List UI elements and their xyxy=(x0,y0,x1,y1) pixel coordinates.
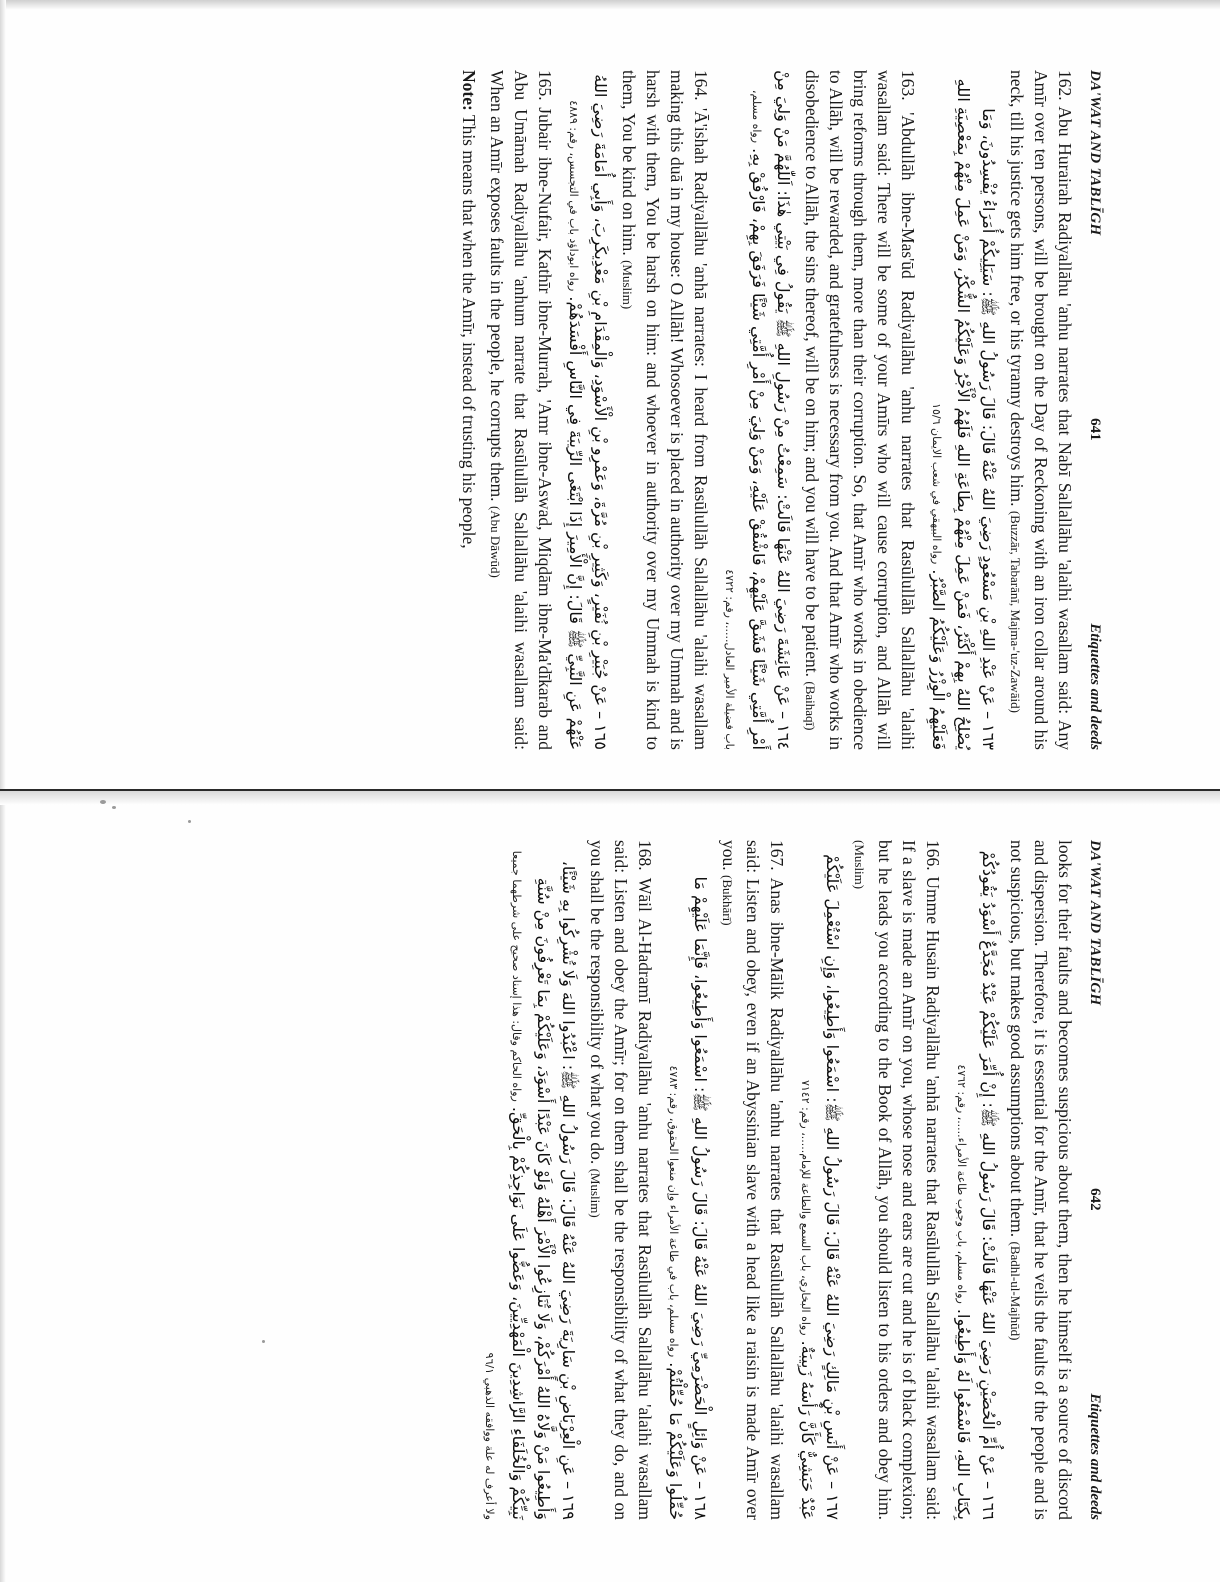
hadith-164-arabic-ref: رواه مسلم، باب فضيلة الأمير العادل.....، رقم: ٤٧٢٢ xyxy=(723,89,763,750)
page-641 xyxy=(55,60,1115,760)
page-642 xyxy=(55,830,1115,1530)
note-continuation-text: looks for their faults and becomes suspicious about them, then he himself is a source of discord and dispersion. Therefore, it is essential for the Amīr, that he veils the faults of the people and is not suspicious, but makes good assumptions about them. xyxy=(1007,840,1075,1520)
hadith-163-arabic-ref: رواه البيهقي في شعب الايمان ١٥/٦ xyxy=(930,403,943,565)
note-label: Note: xyxy=(459,70,479,111)
hadith-169-arabic: ١٦٩ – عَنِ الْعِرْبَاضِ بْنِ سَارِيَةَ رَضِيَ اللهُ عَنْهُ قَالَ: قَالَ رَسُولُ اللهِ ﷺ: اعْبُدُوا اللهَ وَلَا تُشْرِكُوا بِهِ شَيْئًا، وَأَطِيعُوا مَنْ وَلَّاهُ اللهُ أَمْرَكُمْ، وَلَا تُنَازِعُوا الْأَمْرَ أَهْلَهُ وَلَوْ كَانَ عَبْدًا أَسْوَدَ، وَعَلَيْكُمْ بِمَا تَعْرِفُونَ مِنْ سُنَّةِ نَبِيِّكُمْ وَالْخُلَفَاءِ الرَّاشِدِينَ الْمَهْدِيِّينَ، وَعَضُّوا عَلَى نَوَاجِذِكُمْ بِالْحَقِّ. xyxy=(509,860,578,1520)
hadith-168-english: 168. Wāil Al-Hadramī Radiyallāhu 'anhu narrates that Rasūlullāh Sallallāhu 'alaihi wasallam said: Listen and obey the Amīr; for on them shall be the responsibility of what they do, and on you shall be the responsibility of what you do. xyxy=(587,840,655,1520)
hadith-168-arabic: ١٦٨ – عَنْ وَائِلٍ الْحَضْرَمِيِّ رَضِيَ اللهُ عَنْهُ قَالَ: قَالَ رَسُولُ اللهِ ﷺ: اسْمَعُوا وَأَطِيعُوا، فَإِنَّمَا عَلَيْهِمْ مَا حُمِّلُوا وَعَلَيْكُمْ مَا حُمِّلْتُمْ. xyxy=(666,876,710,1520)
hadith-163-english: 163. 'Abdullāh ibne-Mas'ūd Radiyallāhu 'anhu narrates that Rasūlullāh Sallallāhu 'alaihi wasallam said: There will be some of your Amīrs who will cause corruption, and Allāh will bring reforms through them, more than their corruption. So, that Amīr who works in obedience to Allāh, will be rewarded, and gratefulness is necessary from you. And that Amīr who works in disobedience to Allāh, the sins thereof, will be on him; and you will have to be patient. xyxy=(802,70,918,750)
hadith-166 xyxy=(847,840,945,1520)
hadith-162-citation: (Buzzār, Tabarānī, Majma-'uz-Zawāid) xyxy=(1008,510,1023,713)
running-head-section: Etiquettes and deeds xyxy=(1087,1393,1103,1520)
book-gutter-shadow xyxy=(0,791,1220,805)
note-continuation-citation: (Badhl-ul-Majhūd) xyxy=(1008,1241,1023,1341)
hadith-166-arabic: ١٦٦ – عَنْ أُمِّ الْحُصَيْنِ رَضِيَ اللهُ عَنْهَا قَالَتْ: قَالَ رَسُولُ اللهِ ﷺ: إِنْ أُمِّرَ عَلَيْكُمْ عَبْدٌ مُجَدَّعٌ أَسْوَدُ يَقُودُكُمْ بِكِتَابِ اللهِ، فَاسْمَعُوا لَهُ وَأَطِيعُوا. xyxy=(954,850,998,1520)
hadith-165-citation: (Abu Dāwūd) xyxy=(488,505,503,578)
hadith-164 xyxy=(615,70,713,750)
running-head-title: DA'WAT AND TABLĪGH xyxy=(1087,70,1103,236)
hadith-167-arabic: ١٦٧ – عَنْ أَنَسِ بْنِ مَالِكٍ رَضِيَ اللهُ عَنْهُ قَالَ: قَالَ رَسُولُ اللهِ ﷺ: اسْمَعُوا وَأَطِيعُوا، وَإِنِ اسْتُعْمِلَ عَلَيْكُمْ عَبْدٌ حَبَشِيٌّ كَأَنَّ رَأْسَهُ زَبِيبَةٌ. xyxy=(798,854,842,1520)
scan-speck xyxy=(188,820,191,823)
hadith-168 xyxy=(583,840,657,1520)
hadith-168-arabic-ref: رواه مسلم، باب في طاعة الأمراء وإن منعوا الحقوق، رقم: ٤٧٨٣ xyxy=(667,1065,680,1358)
hadith-163-citation: (Baihaqī) xyxy=(803,681,818,731)
hadith-167-arabic-block xyxy=(793,840,845,1520)
hadith-169-arabic-ref: رواه الحاكم وقال: هذا إسناد صحيح على شرطهما جميعا ولا أعرف له علة ووافقه الذهبي ٩٦/١ xyxy=(483,850,523,1520)
hadith-165-arabic-block xyxy=(561,70,613,750)
hadith-166-arabic-ref: رواه مسلم، باب وجوب طاعة الأمراء.....، رقم: ٤٧٦٢ xyxy=(955,1064,968,1304)
hadith-169-arabic-block xyxy=(477,840,581,1520)
hadith-163 xyxy=(798,70,920,750)
hadith-167-arabic-ref: رواه البخاري، باب السمع والطاعة للإمام.....، رقم: ٧١٤٢ xyxy=(799,1079,812,1336)
hadith-165-arabic-ref: رواه ابوداؤد باب في التجسس، رقم: ٤٨٨٩ xyxy=(567,100,580,292)
note-continuation xyxy=(1003,840,1077,1520)
running-head-section: Etiquettes and deeds xyxy=(1087,623,1103,750)
hadith-166-citation: (Muslim) xyxy=(852,840,867,890)
page-number: 642 xyxy=(1087,1188,1103,1211)
hadith-167-english: 167. Anas ibne-Mālik Radiyallāhu 'anhu narrates that Rasūlullāh Sallallāhu 'alaihi wasallam said: Listen and obey, even if an Abyssinian slave with a head like a raisin is made Amīr over you. xyxy=(719,840,787,1520)
page-number: 641 xyxy=(1087,418,1103,441)
running-head xyxy=(1083,70,1107,750)
hadith-165 xyxy=(483,70,557,750)
hadith-162 xyxy=(1003,70,1077,750)
hadith-168-citation: (Muslim) xyxy=(588,1168,603,1218)
hadith-166-arabic-block xyxy=(949,840,1001,1520)
hadith-164-arabic: ١٦٤ – عَنْ عَائِشَةَ رَضِيَ اللهُ عَنْهَا قَالَتْ: سَمِعْتُ مِنْ رَسُولِ اللهِ ﷺ يَقُولُ فِي بَيْتِي هٰذَا: اَللّٰهُمَّ مَنْ وَلِيَ مِنْ أَمْرِ أُمَّتِي شَيْئًا فَشَقَّ عَلَيْهِمْ، فَاشْقُقْ عَلَيْهِ، وَمَنْ وَلِيَ مِنْ أَمْرِ أُمَّتِي شَيْئًا فَرَفَقَ بِهِمْ، فَارْفُقْ بِهِ. xyxy=(749,70,793,750)
hadith-167-citation: (Bukhārī) xyxy=(720,875,735,926)
hadith-163-arabic: ١٦٣ – عَنْ عَبْدِ اللهِ بْنِ مَسْعُودٍ رَضِيَ اللهُ عَنْهُ قَالَ: قَالَ رَسُولُ اللهِ ﷺ: سَيَلِيكُمْ أُمَرَاءُ يُفْسِدُونَ، وَمَا يُصْلِحُ اللهُ بِهِمْ أَكْثَرُ، فَمَنْ عَمِلَ مِنْهُمْ بِطَاعَةِ اللهِ فَلَهُمُ الْأَجْرُ وَعَلَيْكُمُ الشُّكْرُ، وَمَنْ عَمِلَ مِنْهُمْ بِمَعْصِيَةِ اللهِ فَعَلَيْهِمُ الْوِزْرُ وَعَلَيْكُمُ الصَّبْرُ. xyxy=(929,78,998,750)
hadith-165-arabic: ١٦٥ – عَنْ جُبَيْرِ بْنِ نُفَيْرٍ، وَكَثِيرِ بْنِ مُرَّةَ، وَعَمْرِو بْنِ الْأَسْوَدِ، وَالْمِقْدَامِ بْنِ مَعْدِيكَرِبَ، وَأَبِي أُمَامَةَ رَضِيَ اللهُ عَنْهُمْ عَنِ النَّبِيِّ ﷺ قَالَ: إِنَّ الْأَمِيرَ إِذَا ابْتَغَى الرِّيبَةَ فِي النَّاسِ أَفْسَدَهُمْ. xyxy=(566,74,610,750)
note xyxy=(457,70,481,750)
hadith-167 xyxy=(715,840,789,1520)
hadith-164-english: 164. 'Ā'ishah Radiyallāhu 'anhā narrates: I heard from Rasūlullāh Sallallāhu 'alaihi wasallam making this duā in my house: O Allāh! Whosoever is placed in authority over my Ummah and is harsh with them, You be harsh on him: and whoever in authority over my Ummah is kind to them, You be kind on him. xyxy=(619,70,711,750)
hadith-166-english: 166. Umme Husain Radiyallāhu 'anhā narrates that Rasūlullāh Sallallāhu 'alaihi wasallam said: If a slave is made an Amīr on you, whose nose and ears are cut and he is of black complexion; but he leads you according to the Book of Allāh, you should listen to his orders and obey him. xyxy=(875,840,943,1520)
running-head xyxy=(1083,840,1107,1520)
scan-speck xyxy=(100,800,106,804)
hadith-165-english: 165. Jubair ibne-Nufair, Kathīr ibne-Murrah, 'Amr ibne-Aswad, Miqdām ibne-Ma'dīkarab and Abu Umāmah Radiyallāhu 'anhum narrate that Rasūlullāh Sallallāhu 'alaihi wasallam said: When an Amīr exposes faults in the people, he corrupts them. xyxy=(487,70,555,750)
hadith-168-arabic-block xyxy=(661,840,713,1520)
running-head-title: DA'WAT AND TABLĪGH xyxy=(1087,840,1103,1006)
scan-top-edge xyxy=(0,0,1220,10)
hadith-164-citation: (Muslim) xyxy=(620,260,635,310)
scan-speck xyxy=(112,806,116,809)
hadith-163-arabic-block xyxy=(924,70,1001,750)
note-text: This means that when the Amīr, instead of trusting his people, xyxy=(459,114,479,549)
hadith-164-arabic-block xyxy=(717,70,796,750)
hadith-162-english: 162. Abu Hurairah Radiyallāhu 'anhu narrates that Nabī Sallallāhu 'alaihi wasallam said: Any Amīr over ten persons, will be brought on the Day of Reckoning with an iron collar around his neck, till his justice gets him free, or his tyranny destroys him. xyxy=(1007,70,1075,750)
